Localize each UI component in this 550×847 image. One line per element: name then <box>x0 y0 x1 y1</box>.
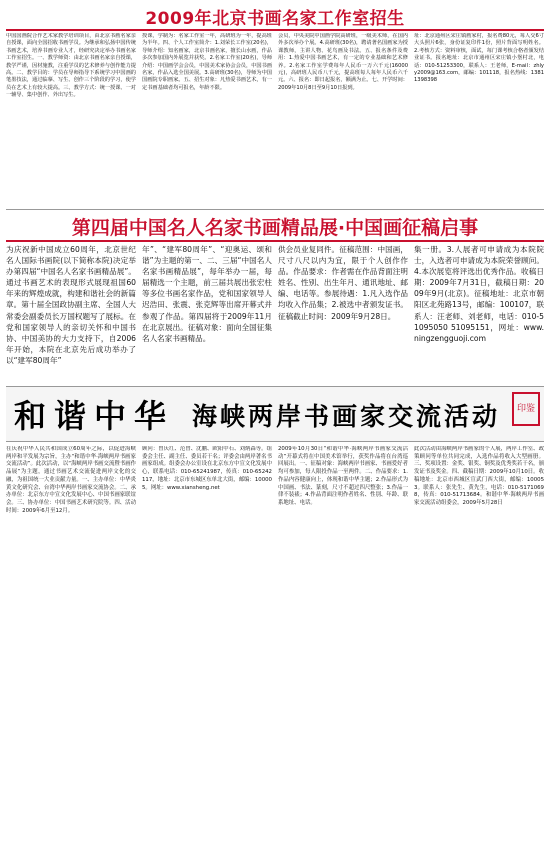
title-underline <box>6 240 544 242</box>
section1-title: 2009年北京书画名家工作室招生 <box>145 8 405 29</box>
section3-column-4: 此次活动由海峡两岸书画家的个人展，两岸工作室、政策顾问等单位共同完成，入选作品将收入大型画册。三、奖项设置：金奖、银奖、铜奖及优秀奖若干名，颁发证书及奖金。四、截稿日期：2009年10月10日。收稿地址：北京市西城区宣武门西大街，邮编：100053。联系人：张先生、黄先生，电话：010-51710698，传真：010-51713684。和谐中华·海峡两岸书画家交流活动组委会，2009年5月28日 <box>414 446 544 506</box>
section2-body <box>6 244 544 382</box>
title-underline <box>6 29 544 31</box>
section1-column-4: 址：北京通州区宋庄镇画家村，报名费80元，每人交6寸大头照片6张，身份证复印件1份，照片背面写明姓名。2.考核方式：资料审核，面试，每门课考核合格者颁发结业证书。报名地址：北京市通州区宋庄镇小堡村北，电话：010-51253300，联系人：王老师，E-mail：zhlyy2009@163.com，邮编：101118，报名热线：13811398398 <box>414 33 544 84</box>
section-divider <box>6 209 544 210</box>
red-seal-stamp: 印鉴 <box>512 392 540 426</box>
section3-column-3: 2009年10月30日“和谐中华·海峡两岸书画家交流活动”开幕式将在中国美术馆举行，获奖作品将在台湾巡回展出。一、征稿对象：海峡两岸书画家、书画爱好者均可参加，每人限投作品一至两件。二、作品要求：1.作品内容健康向上，体现和谐中华主题；2.作品形式为中国画、书法、篆刻，尺寸不超过四尺整张；3.作品一律不装裱；4.作品背面注明作者姓名、性别、年龄、联系地址、电话。 <box>278 446 408 506</box>
section2-column-2: 年”、“建军80周年”、“迎奥运、颂和谐”为主题的第一、二、三届“中国名人名家书画精品展”，每年举办一届，每届精选一个主题，前三届共展出张宏柱等多位书画名家作品，党和国家领导人迟浩田、张震、张克辉等出席开幕式并参观了作品。第四届将于2009年11月在北京展出。征稿对象：面向全国征集名人名家书画精品。 <box>142 245 272 343</box>
section1-body <box>6 33 544 208</box>
banner-right-calligraphy: 海峡两岸书画家交流活动 <box>192 402 501 431</box>
banner-left-calligraphy: 和谐中华 <box>14 397 175 435</box>
section2-title: 第四届中国名人名家书画精品展·中国画征稿启事 <box>71 216 479 239</box>
section3-column-2: 顾问：曾庆红、范曾、沈鹏、欧阳中石、刘炳森等。组委会主任、副主任、委员若干名；评委会由两岸著名书画家组成。组委会办公室设在北京东方中宣文化发展中心，联系电话：010-65241987，传真：010-65242117，地址：北京市东城区东单北大街，邮编：100005。网址：www.xiansheng.net <box>142 446 272 491</box>
section1-column-1: 中国国画院合作艺术家教学培训项目，由北京书画名家亲自授课，面向全国招收书画学员。为继承和弘扬中国传统书画艺术，培养书画专业人才，经研究决定举办书画名家工作室招生。一、教学师资：由北京书画名家亲自授课，教学严谨，因材施教，注重学员的艺术修养与创作能力提高。二、教学目的：学员在导师指导下系统学习中国画的笔墨技法，通过临摹、写生、创作三个阶段的学习，使学员在艺术上有较大提高。三、教学方式：统一授课、一对一辅导、集中创作、外出写生。 <box>6 33 136 99</box>
section1-column-2: 授课，学制为：名家工作室一年，高研班为一年，提高班为半年。四、个人工作室简介：1.刘荣长工作室(20名)，导师介绍：知名画家，北京书画名家，擅长山水画，作品多次参加国内外展览并获奖。2.名家工作室(20名)，导师介绍：中国画学会会员，中国美术家协会会员，中国书画名家，作品入选全国美展。3.高研班(30名)，导师为中国国画院专职画家。五、招生对象：凡热爱书画艺术，有一定书画基础者均可报名，年龄不限。 <box>142 33 272 91</box>
section3-body <box>6 446 544 842</box>
section2-column-4: 集一册。3.人展者可申请成为本院院士，入选者可申请成为本院荣誉顾问。4.本次展览将评选出优秀作品。收稿日期：2009年7月31日，截稿日期：2009年9月(北京)。征稿地址：北京市朝阳区北苑路13号，邮编：100107，联系人：汪老师、刘老师，电话：010-51095050 51095151，网址：www.ningzengguoji.com <box>414 245 544 343</box>
section2-column-3: 供会员业复同件。征稿范围：中国画，尺寸八尺以内为宜，限于个人创作作品。作品要求：作者需在作品背面注明姓名、性别、出生年月、通讯地址、邮编、电话等。参展待遇：1.凡入选作品均收入作品集；2.被选中者颁发证书。征稿截止时间：2009年9月28日。 <box>278 245 408 321</box>
section1-column-3: 会员，中央美院中国画学院高研班，一级美术师，在国内外多次举办个展。4.高研班(30名)，聘请著名国画家为授课教师，主讲人物、花鸟画及书法。五、报名条件及费用：1.热爱中国书画艺术，有一定的专业基础和艺术修养。2.名家工作室学费每年人民币一万六千元(16000元)，高研班人民币八千元，提高班每人每年人民币六千元。六、报名：即日起报名，额满为止。七、开学时间：2009年10月8日至9月10日报到。 <box>278 33 408 91</box>
section3-column-1: 在庆祝中华人民共和国成立60周年之际，以促进海峡两岸和平发展为宗旨，主办“和谐中华·海峡两岸书画家交流活动”。此次活动，以“海峡两岸书画交流暨书画作品展”为主题，通过书画艺术交流促进两岸文化的交融，为祖国统一大业贡献力量。一、主办单位：中华炎黄文化研究会、台湾中华两岸书画家交流协会。二、承办单位：北京东方中宣文化发展中心、中国书画家联谊会。三、协办单位：中国书画艺术研究院等。四、活动时间：2009年6月至12月。 <box>6 446 136 514</box>
section2-column-1: 为庆祝新中国成立60周年，北京世纪名人国际书画院(以下简称本院)决定举办第四届“中国名人名家书画精品展”。通过书画艺术的表现形式展现祖国60年来的辉煌成就，构建和谐社会的新篇章。第十届全国政协副主席、全国人大常委会副委员长万国权题写了展标。在党和国家领导人的亲切关怀和中国书协、中国美协的大力支持下，自2006年开始，本院在北京先后成功举办了以“建军80周年” <box>6 245 136 365</box>
